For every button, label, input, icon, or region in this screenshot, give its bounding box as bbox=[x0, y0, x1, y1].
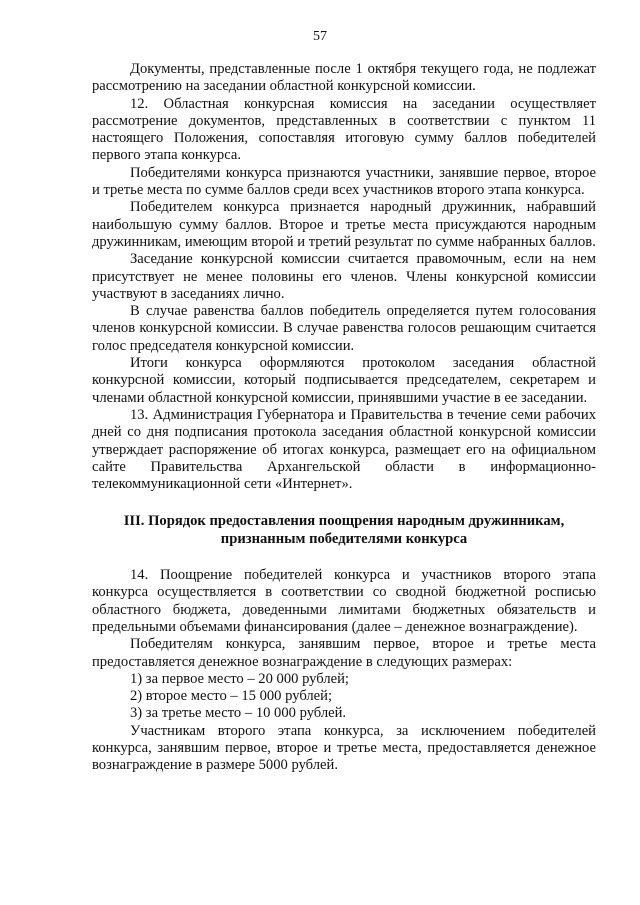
paragraph: Победителями конкурса признаются участники, занявшие первое, второе и третье места по сумме баллов среди всех участников второго этапа конкурса. bbox=[92, 164, 596, 199]
paragraph: Итоги конкурса оформляются протоколом заседания областной конкурсной комиссии, который подписывается председателем, секретарем и членами областной конкурсной комиссии, принявшими участие в ее заседании. bbox=[92, 355, 596, 406]
section-heading bbox=[92, 513, 596, 548]
list-item: 1) за первое место – 20 000 рублей; bbox=[130, 670, 349, 687]
paragraph: 13. Администрация Губернатора и Правительства в течение семи рабочих дней со дня подписания протокола заседания областной конкурсной комиссии утверждает распоряжение об итогах конкурса, размещает его на официальном сайте Правительства Архангельской области в информационно-телекоммуникационной сети «Интернет». bbox=[92, 406, 596, 493]
list-item: 2) второе место – 15 000 рублей; bbox=[130, 688, 333, 705]
paragraph: Документы, представленные после 1 октября текущего года, не подлежат рассмотрению на заседании областной конкурсной комиссии. bbox=[92, 61, 596, 95]
page-number: 57 bbox=[313, 29, 327, 44]
list-item: 3) за третье место – 10 000 рублей. bbox=[130, 705, 347, 722]
document-body bbox=[92, 61, 596, 775]
section-heading-line: III. Порядок предоставления поощрения народным дружинникам, bbox=[123, 513, 565, 530]
paragraph: 14. Поощрение победителей конкурса и участников второго этапа конкурса осуществляется в соответствии со сводной бюджетной росписью областного бюджета, доведенными лимитами бюджетных обязательств и предельными объемами финансирования (далее – денежное вознаграждение). bbox=[92, 567, 596, 635]
paragraph: Заседание конкурсной комиссии считается правомочным, если на нем присутствует не менее половины его членов. Члены конкурсной комиссии участвуют в заседаниях лично. bbox=[92, 251, 596, 302]
paragraph: В случае равенства баллов победитель определяется путем голосования членов конкурсной комиссии. В случае равенства голосов решающим считается голос председателя конкурсной комиссии. bbox=[92, 303, 596, 354]
paragraph: Победителем конкурса признается народный дружинник, набравший наибольшую сумму баллов. Второе и третье места присуждаются народным дружинникам, имеющим второй и третий результат по сумме набранных баллов. bbox=[92, 199, 596, 250]
paragraph: Победителям конкурса, занявшим первое, второе и третье места предоставляется денежное вознаграждение в следующих размерах: bbox=[92, 636, 596, 670]
paragraph: 12. Областная конкурсная комиссия на заседании осуществляет рассмотрение документов, представленных в соответствии с пунктом 11 настоящего Положения, сопоставляя итоговую сумму баллов победителей первого этапа конкурса. bbox=[92, 95, 596, 164]
section-heading-line: признанным победителями конкурса bbox=[220, 530, 468, 547]
paragraph: Участникам второго этапа конкурса, за исключением победителей конкурса, занявшим первое, второе и третье места, предоставляется денежное вознаграждение в размере 5000 рублей. bbox=[92, 722, 596, 774]
